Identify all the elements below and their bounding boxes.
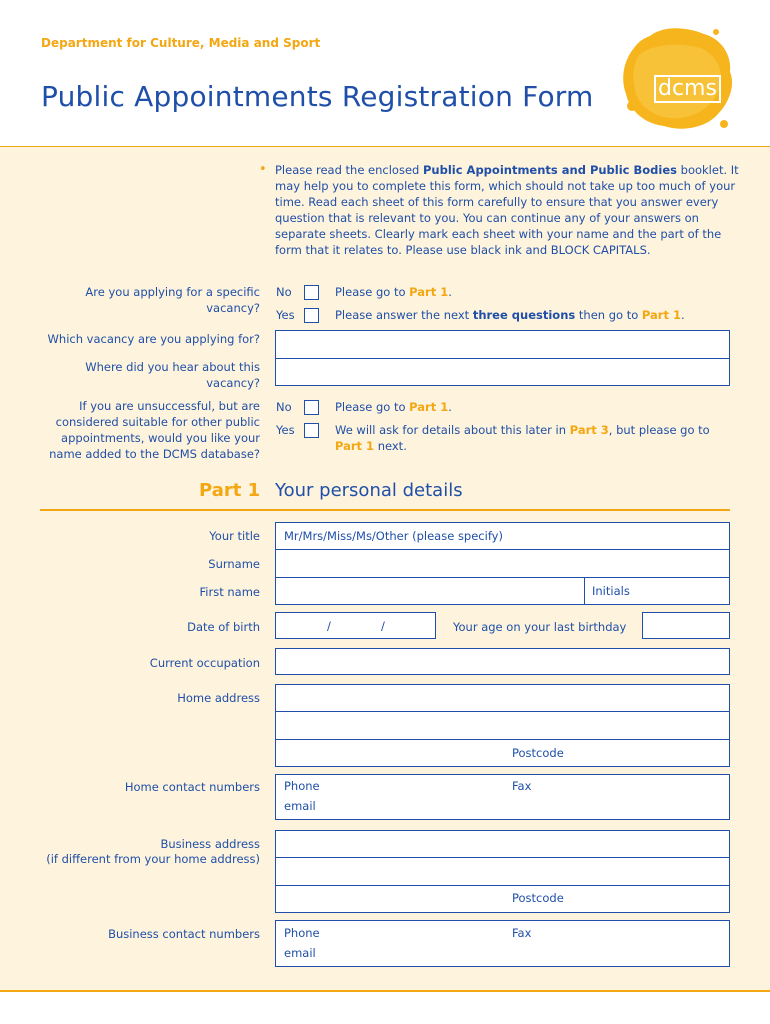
question-where-heard: Where did you hear about this vacancy? [85, 360, 260, 390]
box-divider [276, 739, 729, 740]
instruction-text: We will ask for details about this later in [335, 423, 570, 437]
instruction-text: Please answer the next [335, 308, 473, 322]
date-separator: / [327, 619, 331, 633]
instruction-text: then go to [575, 308, 642, 322]
home-phone-label: Phone [284, 779, 320, 793]
business-postcode-label: Postcode [512, 891, 564, 905]
where-heard-input[interactable] [276, 359, 729, 385]
box-divider [276, 885, 729, 886]
yes-label: Yes [276, 308, 295, 322]
intro-booklet-name: Public Appointments and Public Bodies [423, 163, 677, 177]
instruction-text: . [448, 400, 452, 414]
business-fax-label: Fax [512, 926, 532, 940]
no-label: No [276, 400, 292, 414]
instruction-text: Please go to [335, 400, 410, 414]
part-reference: Part 3 [569, 423, 609, 437]
instruction-text: , but please go to [608, 423, 710, 437]
label-home-address: Home address [177, 691, 260, 705]
home-email-label: email [284, 799, 316, 813]
bullet-icon: • [259, 162, 267, 177]
label-surname: Surname [208, 557, 260, 571]
database-no-instruction [335, 399, 452, 415]
label-first-name: First name [199, 585, 260, 599]
part-1-rule [40, 509, 730, 511]
label-home-contact: Home contact numbers [124, 780, 260, 794]
home-fax-label: Fax [512, 779, 532, 793]
date-separator: / [381, 619, 385, 633]
home-contact-box[interactable] [275, 774, 730, 820]
logo-text: dcms [654, 75, 721, 103]
part-1-title: Your personal details [275, 480, 463, 501]
occupation-input[interactable] [275, 648, 730, 675]
surname-input[interactable] [276, 550, 729, 577]
label-business-contact: Business contact numbers [108, 927, 260, 941]
part-reference: Part 1 [641, 308, 681, 322]
label-business-address-note: (if different from your home address) [46, 852, 260, 866]
part-reference: Part 1 [409, 400, 449, 414]
department-name: Department for Culture, Media and Sport [41, 36, 321, 50]
label-business-address: Business address [160, 837, 260, 851]
business-email-label: email [284, 946, 316, 960]
initials-input[interactable]: Initials [592, 584, 630, 598]
question-which-vacancy: Which vacancy are you applying for? [47, 332, 260, 346]
home-postcode-label: Postcode [512, 746, 564, 760]
intro-pre: Please read the enclosed [275, 163, 423, 177]
home-address-input[interactable] [275, 684, 730, 767]
database-yes-checkbox[interactable] [304, 423, 319, 438]
question-specific-vacancy: Are you applying for a specific vacancy? [85, 285, 260, 315]
instruction-text: . [680, 308, 685, 322]
intro-post: booklet. [676, 163, 728, 177]
which-vacancy-input[interactable] [276, 331, 729, 358]
intro-rest: It may help you to complete this form, which should not take up too much of your time. Read each sheet of this form carefully to ensure that you answer every question that is relevant to you. You can continue any of your answers on separate sheets. Clearly mark each sheet with your name and the part of the form that it relates to. Please use black ink and BLOCK CAPITALS. [275, 163, 739, 257]
specific-vacancy-no-checkbox[interactable] [304, 285, 319, 300]
box-divider [276, 857, 729, 858]
date-of-birth-input[interactable] [275, 612, 436, 639]
box-divider [276, 711, 729, 712]
specific-vacancy-yes-checkbox[interactable] [304, 308, 319, 323]
specific-vacancy-no-instruction [335, 284, 452, 300]
bottom-rule [0, 990, 770, 992]
label-your-title: Your title [209, 529, 260, 543]
label-date-of-birth: Date of birth [187, 620, 260, 634]
instruction-text: . [448, 285, 452, 299]
instruction-bold: three questions [472, 308, 576, 322]
label-occupation: Current occupation [149, 656, 260, 670]
question-unsuccessful: If you are unsuccessful, but are considered suitable for other public appointments, would you like your name added to the DCMS database? [49, 399, 260, 461]
initials-divider [584, 578, 585, 604]
business-contact-box[interactable] [275, 920, 730, 967]
label-age: Your age on your last birthday [453, 620, 627, 634]
title-input[interactable]: Mr/Mrs/Miss/Ms/Other (please specify) [284, 529, 503, 543]
part-reference: Part 1 [409, 285, 449, 299]
business-phone-label: Phone [284, 926, 320, 940]
dcms-logo [620, 24, 736, 134]
first-name-input[interactable] [276, 578, 583, 604]
page-title: Public Appointments Registration Form [41, 80, 594, 113]
age-input[interactable] [642, 612, 730, 639]
instruction-text: Please go to [335, 285, 410, 299]
no-label: No [276, 285, 292, 299]
page-header [0, 0, 770, 146]
part-1-number: Part 1 [199, 480, 261, 501]
yes-label: Yes [276, 423, 295, 437]
database-yes-instruction [335, 422, 735, 454]
intro-text [275, 162, 740, 258]
part-reference: Part 1 [335, 439, 375, 453]
database-no-checkbox[interactable] [304, 400, 319, 415]
business-address-input[interactable] [275, 830, 730, 913]
instruction-text: next. [374, 439, 407, 453]
specific-vacancy-yes-instruction [335, 307, 685, 323]
